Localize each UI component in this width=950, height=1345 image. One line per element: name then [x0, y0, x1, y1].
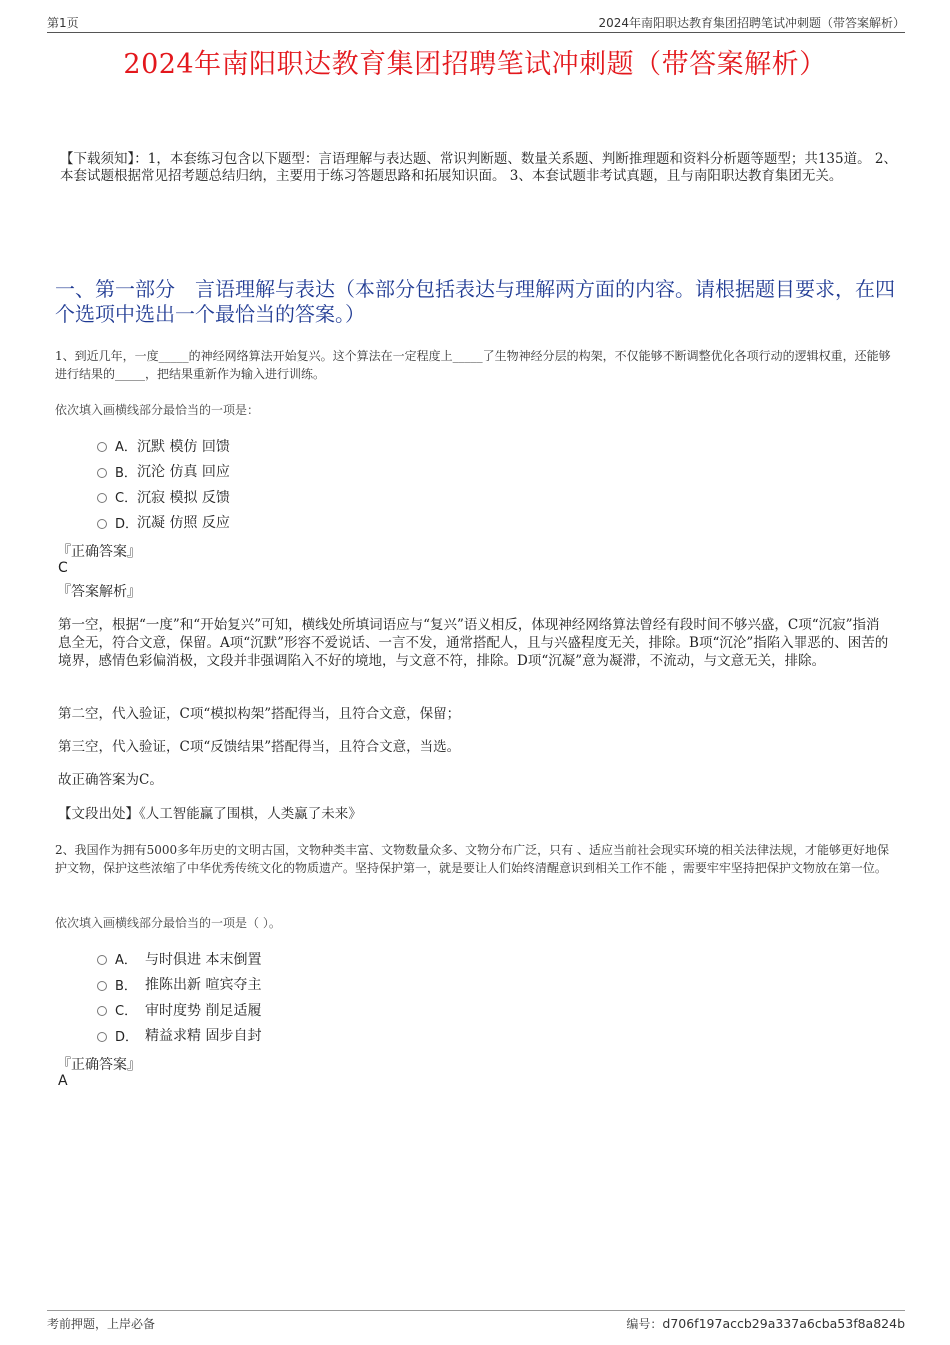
footer-divider [47, 1310, 905, 1311]
radio-icon[interactable] [97, 493, 107, 503]
q2-option-d[interactable] [97, 1023, 261, 1049]
header-doc-title: 2024年南阳职达教育集团招聘笔试冲刺题（带答案解析） [598, 16, 905, 30]
option-letter: A． [115, 953, 137, 969]
q1-option-d[interactable] [97, 510, 230, 536]
footer-slogan: 考前押题，上岸必备 [47, 1317, 156, 1331]
option-text: 推陈出新 喧宾夺主 [145, 977, 262, 994]
q1-answer: C [58, 560, 68, 576]
q2-option-c[interactable] [97, 997, 261, 1023]
radio-icon[interactable] [97, 519, 107, 529]
radio-icon[interactable] [97, 468, 107, 478]
option-text: 沉凝 仿照 反应 [137, 515, 230, 532]
download-notice: 【下载须知】：1，本套练习包含以下题型：言语理解与表达题、常识判断题、数量关系题、判断推理题和资料分析题等题型；共135道。 2、本套试题根据常见招考题总结归纳，主要用于练习答题思路和拓展知识面。 3、本套试题非考试真题，且与南阳职达教育集团无关。 [60, 151, 897, 184]
radio-icon[interactable] [97, 955, 107, 965]
question-1-options [97, 433, 230, 535]
option-letter: C． [115, 1004, 138, 1020]
q1-analysis-para-2: 第二空，代入验证，C项“模拟构架”搭配得当，且符合文意，保留； [58, 706, 461, 722]
q2-option-a[interactable] [97, 946, 261, 972]
question-2-prompt: 依次填入画横线部分最恰当的一项是（ ）。 [55, 916, 281, 930]
option-text: 审时度势 削足适履 [145, 1002, 262, 1019]
option-letter: B． [115, 978, 137, 994]
question-1-prompt: 依次填入画横线部分最恰当的一项是： [55, 403, 260, 417]
footer-doc-id [626, 1315, 905, 1332]
q1-analysis-para-1: 第一空，根据“一度”和“开始复兴”可知，横线处所填词语应与“复兴”语义相反，体现神经网络算法曾经有段时间不够兴盛，C项“沉寂”指消息全无，符合文意，保留。A项“沉默”形容不爱说话、一言不发，通常搭配人，且与兴盛程度无关，排除。B项“沉沦”指陷入罪恶的、困苦的境界，感情色彩偏消极，文段并非强调陷入不好的境地，与文意不符，排除。D项“沉凝”意为凝滞，不流动，与文意无关，排除。 [58, 617, 889, 669]
page-title: 2024年南阳职达教育集团招聘笔试冲刺题（带答案解析） [123, 49, 827, 80]
section-heading: 一、第一部分 言语理解与表达（本部分包括表达与理解两方面的内容。请根据题目要求，在四个选项中选出一个最恰当的答案。） [55, 277, 895, 326]
q1-option-a[interactable] [97, 433, 230, 459]
q1-option-b[interactable] [97, 459, 230, 485]
q1-analysis-label: 『答案解析』 [57, 584, 141, 600]
q1-source: 【文段出处】《人工智能赢了围棋，人类赢了未来》 [58, 806, 362, 822]
option-text: 与时俱进 本末倒置 [145, 951, 262, 968]
question-2-text: 2、我国作为拥有5000多年历史的文明古国，文物种类丰富、文物数量众多、文物分布广泛，只有 、适应当前社会现实环境的相关法律法规，才能够更好地保护文物，保护这些浓缩了中华优秀传统文化的物质遗产。坚持保护第一，就是要让人们始终清醒意识到相关工作不能 ，需要牢牢坚持把保护文物放在第一位。 [55, 843, 889, 875]
question-1-text: 1、到近几年，一度_____的神经网络算法开始复兴。这个算法在一定程度上_____了生物神经分层的构架，不仅能够不断调整优化各项行动的逻辑权重，还能够进行结果的_____，把结果重新作为输入进行训练。 [55, 349, 891, 381]
radio-icon[interactable] [97, 981, 107, 991]
page-number: 第1页 [47, 16, 79, 30]
option-letter: D． [115, 1029, 139, 1045]
q1-answer-label: 『正确答案』 [57, 544, 141, 560]
option-text: 沉寂 模拟 反馈 [137, 489, 230, 506]
q1-analysis-para-3: 第三空，代入验证，C项“反馈结果”搭配得当，且符合文意，当选。 [58, 739, 461, 755]
q2-answer-label: 『正确答案』 [57, 1057, 141, 1073]
header-divider [47, 32, 905, 33]
doc-id-label: 编号： [626, 1317, 663, 1331]
option-text: 沉默 模仿 回馈 [137, 438, 230, 455]
radio-icon[interactable] [97, 1032, 107, 1042]
q2-answer: A [58, 1073, 68, 1089]
q1-analysis-para-4: 故正确答案为C。 [58, 772, 163, 788]
q2-option-b[interactable] [97, 972, 261, 998]
question-2-options [97, 946, 261, 1048]
radio-icon[interactable] [97, 1006, 107, 1016]
doc-id-value: d706f197accb29a337a6cba53f8a824b [662, 1316, 905, 1331]
option-letter: D． [115, 516, 139, 532]
option-letter: A． [115, 440, 137, 456]
q1-option-c[interactable] [97, 484, 230, 510]
option-letter: C． [115, 491, 138, 507]
radio-icon[interactable] [97, 442, 107, 452]
option-letter: B． [115, 465, 137, 481]
option-text: 沉沦 仿真 回应 [137, 464, 230, 481]
option-text: 精益求精 固步自封 [145, 1028, 262, 1045]
